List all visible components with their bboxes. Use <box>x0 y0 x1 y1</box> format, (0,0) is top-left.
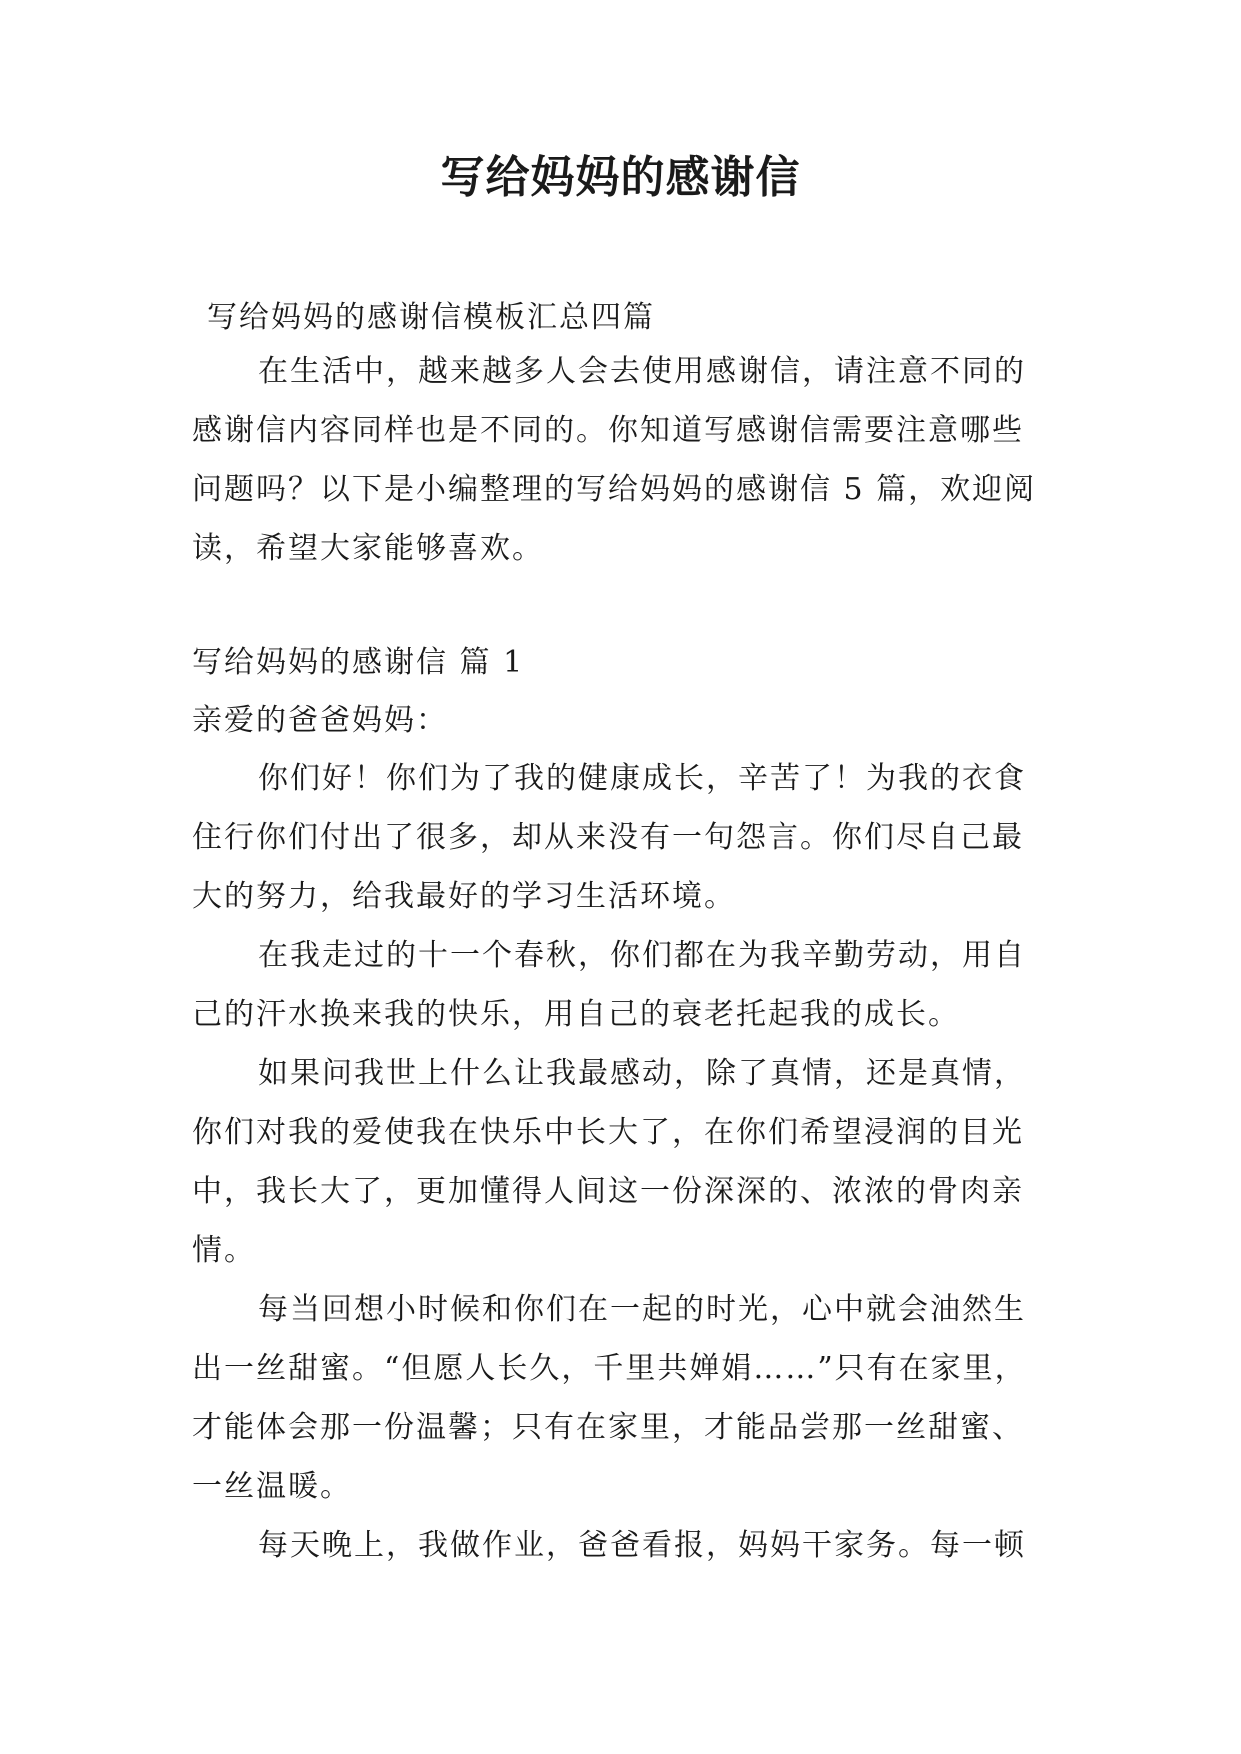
body-line: 如果问我世上什么让我最感动，除了真情，还是真情， <box>258 1056 1026 1091</box>
body-line: 大的努力，给我最好的学习生活环境。 <box>192 879 736 914</box>
body-line: 每当回想小时候和你们在一起的时光，心中就会油然生 <box>258 1292 1026 1327</box>
salutation: 亲爱的爸爸妈妈： <box>192 703 448 738</box>
body-line: 你们好！你们为了我的健康成长，辛苦了！为我的衣食 <box>258 761 1026 796</box>
body-line: 住行你们付出了很多，却从来没有一句怨言。你们尽自己最 <box>192 820 1024 855</box>
body-line: 才能体会那一份温馨；只有在家里，才能品尝那一丝甜蜜、 <box>192 1410 1024 1445</box>
document-subtitle: 写给妈妈的感谢信模板汇总四篇 <box>207 300 655 335</box>
body-line: 一丝温暖。 <box>192 1469 352 1504</box>
body-line: 情。 <box>192 1233 256 1268</box>
body-line: 每天晚上，我做作业，爸爸看报，妈妈干家务。每一顿 <box>258 1528 1026 1563</box>
intro-line-1: 在生活中，越来越多人会去使用感谢信，请注意不同的 <box>258 354 1026 389</box>
intro-line-4: 读，希望大家能够喜欢。 <box>192 531 544 566</box>
page-title: 写给妈妈的感谢信 <box>440 152 801 203</box>
body-line: 你们对我的爱使我在快乐中长大了，在你们希望浸润的目光 <box>192 1115 1024 1150</box>
intro-line-2: 感谢信内容同样也是不同的。你知道写感谢信需要注意哪些 <box>192 413 1024 448</box>
body-line: 在我走过的十一个春秋，你们都在为我辛勤劳动，用自 <box>258 938 1026 973</box>
body-line: 中，我长大了，更加懂得人间这一份深深的、浓浓的骨肉亲 <box>192 1174 1024 1209</box>
intro-line-3: 问题吗？以下是小编整理的写给妈妈的感谢信 5 篇，欢迎阅 <box>192 472 1037 507</box>
body-line: 己的汗水换来我的快乐，用自己的衰老托起我的成长。 <box>192 997 960 1032</box>
body-line: 出一丝甜蜜。“但愿人长久，千里共婵娟……”只有在家里， <box>192 1351 1027 1386</box>
section-heading: 写给妈妈的感谢信 篇 1 <box>192 645 525 680</box>
